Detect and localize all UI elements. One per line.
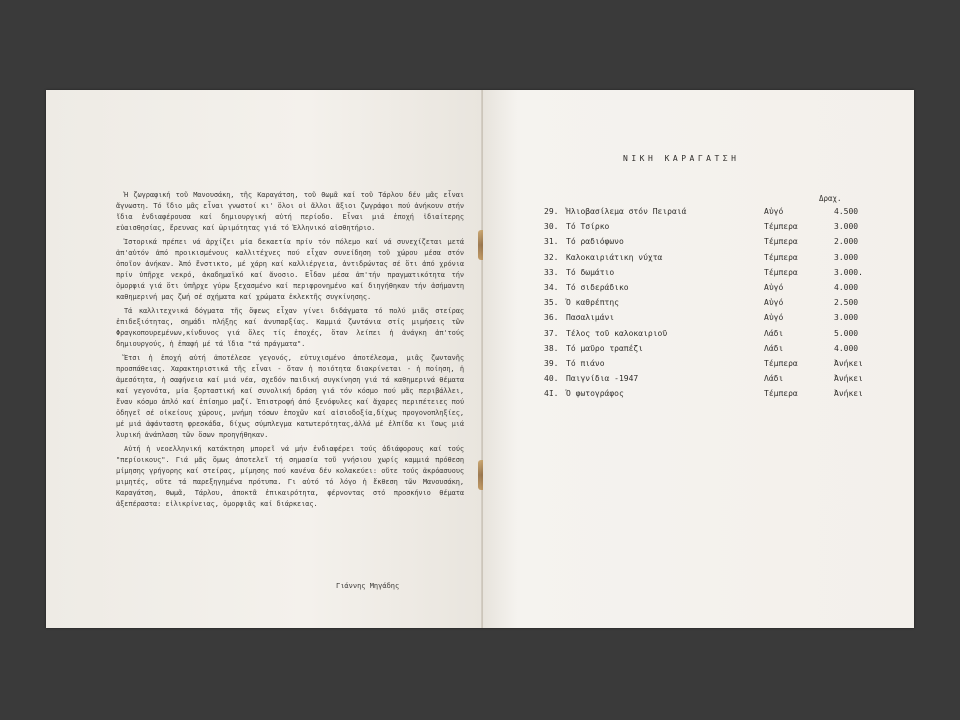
work-title: Τό μαῦρο τραπέζι: [566, 343, 644, 353]
work-price: 3.000: [834, 252, 859, 262]
work-number: 4I.: [544, 389, 559, 399]
essay-paragraph-1: Ἡ ζωγραφική τοῦ Μανουσάκη, τῆς Καραγάτση, τοῦ Θωμᾶ καί τοῦ Τάρλου δέν μᾶς εἶναι ἄγνωστη. Τό ἴδιο μᾶς εἶναι γνωστοί κι' ὅλοι οἱ ἄλλοι ἄξιοι ζωγράφοι πού ἀνήκουν στήν ἴδια ἐνδιαφέρουσα καί δημιουργική αὐτή περίοδο. Εἶναι μιά ἐποχή ἰδιαίτερης εὐαισθησίας, ἔρευνας καί ὡριμότητας γιά τό Ἑλληνικό αἰσθητήριο.: [116, 191, 464, 232]
work-price: 3.000: [834, 313, 859, 323]
work-title: Τό σιδεράδικο: [566, 282, 629, 292]
list-item: [544, 283, 904, 298]
list-item: [544, 222, 904, 237]
work-title: Ὁ καθρέπτης: [566, 298, 619, 308]
work-technique: Λάδι: [764, 328, 784, 338]
list-item: [544, 313, 904, 328]
work-title: Πασαλιμάνι: [566, 313, 615, 323]
work-price: Ἀνήκει: [834, 374, 863, 384]
work-number: 34.: [544, 282, 559, 292]
list-item: [544, 359, 904, 374]
work-price: Ἀνήκει: [834, 389, 863, 399]
work-technique: Τέμπερα: [764, 358, 798, 368]
essay-paragraph-5: Αὐτή ἡ νεοελληνική κατάκτηση μπορεῖ νά μήν ἐνδιαφέρει τούς ἀδιάφορους καί τούς "περίοικους". Γιά μᾶς ὅμως ἀποτελεῖ τή σημασία τοῦ γνήσιου χωρίς καμμιά πρόθεση μίμησης γρήγορης καί στείρας, μίμησης πού κανένα δέν κολακεύει: οὔτε τούς ἀκρόασυους μιμητές, οὔτε τά παρεξηγημένα πρότυπα. Γι αὐτό τό λόγο ἡ ἔκθεση τῶν Μανουσάκη, Καραγάτση, Θωμᾶ, Τάρλου, ἀποκτᾶ ἐπικαιρότητα, φέρνοντας στό προσκήνιο θέματα ἀξεπέραστα: εἰλικρίνειας, ὁμορφιᾶς καί διάρκειας.: [116, 445, 464, 508]
work-title: Καλοκαιριάτικη νύχτα: [566, 252, 663, 262]
work-title: Τό δωμάτιο: [566, 267, 615, 277]
work-price: 2.500: [834, 298, 859, 308]
work-technique: Αὐγό: [764, 207, 784, 216]
work-price: 5.000: [834, 328, 859, 338]
list-item: [544, 344, 904, 359]
work-number: 39.: [544, 358, 559, 368]
work-technique: Αὐγό: [764, 282, 784, 292]
list-item: [544, 237, 904, 252]
work-price: 2.000: [834, 237, 859, 247]
work-title: Παιγνίδια -1947: [566, 374, 639, 384]
essay-signature: Γιάννης Μηγάδης: [336, 582, 400, 590]
work-title: Ἡλιοβασίλεμα στόν Πειραιά: [566, 207, 687, 216]
work-number: 40.: [544, 374, 559, 384]
work-price: 4.000: [834, 343, 859, 353]
work-number: 35.: [544, 298, 559, 308]
work-number: 31.: [544, 237, 559, 247]
work-technique: Αὐγό: [764, 313, 784, 323]
essay-text: [116, 190, 464, 513]
work-number: 37.: [544, 328, 559, 338]
work-price: 3.000.: [834, 267, 863, 277]
list-item: [544, 253, 904, 268]
booklet-spread: [46, 90, 914, 628]
list-item: [544, 268, 904, 283]
work-title: Τό πιάνο: [566, 358, 605, 368]
list-item: [544, 298, 904, 313]
work-title: Τό Τσίρκο: [566, 222, 610, 232]
work-technique: Λάδι: [764, 343, 784, 353]
work-title: Ὁ φωτογράφος: [566, 389, 624, 399]
left-page: [46, 90, 482, 628]
works-list: [544, 207, 904, 404]
work-price: 3.000: [834, 222, 859, 232]
list-item: [544, 207, 904, 222]
work-technique: Λάδι: [764, 374, 784, 384]
essay-paragraph-2: Ἱστορικά πρέπει νά ἀρχίζει μία δεκαετία πρίν τόν πόλεμο καί νά συνεχίζεται μετά ἀπ'αὐτόν ἀπό προικισμένους καλλιτέχνες πού εἶχαν συνείδηση τοῦ χώρου μέσα στόν ὁποῖον ἀνήκαν. Ἀπό ἔνστικτο, μέ χάρη καί καλλιέργεια, ἀντιδρώντας σέ ὅτι ἀπό χρόνια πρίν ὑπῆρχε νεκρό, ἀκαδημαϊκό καί ἄνοσιο. Εἶδαν μέσα ἀπ'τήν πραγματικότητα τήν ὁμορφιά γιά ὅτι ὑπῆρχε γύρω ξεχασμένο καί περιφρονημένο καί διηγήθηκαν τήν ἀσήμαντη καθημερινή μας ζωή σέ σχήματα καί χρώματα ἐκλεκτῆς συγκίνησης.: [116, 238, 464, 301]
work-technique: Τέμπερα: [764, 267, 798, 277]
currency-header: Δραχ.: [819, 194, 842, 203]
artist-name: ΝΙΚΗ ΚΑΡΑΓΑΤΣΗ: [623, 154, 740, 163]
essay-paragraph-4: Ἔτσι ἡ ἐποχή αὐτή ἀποτέλεσε γεγονός, εὐτυχισμένο ἀποτέλεσμα, μιᾶς ζωντανῆς προσπάθειας. Χαρακτηριστικά τῆς εἶναι - ὅταν ἡ ποιότητα διακρίνεται - ἡ ποίηση, ἡ ἀμεσότητα, ἡ σαφήνεια καί μιά νέα, σχεδόν παιδική συγκίνηση γιά τά καθημερινά θέματα καί γεγονότα, μία ξορταστική καί συνολική δράση γιά τόν κόσμο πού μᾶς περιβάλλει, ἕναν κόσμο ἁπλό καί ἐπίσημο μαζί. Ἐπιστροφή ἀπό ξενόφυλες καί ἄχαρες περιπέτειες πού ὁδηγεῖ σέ οἰκείους χώρους, μνήμη τόσων ἐποχῶν καί αἰσιοδοξία,δίχως προγονοπληξίες, μέ μιά ἀφάνταστη φρεσκάδα, δίχως σύμπλεγμα κατωτερότητας,ἀλλά μέ ἐλπίδα κι ἴσως μιά λυρική ἀνάπλαση τῶν ὅσων προηγήθηκαν.: [116, 354, 464, 439]
work-technique: Τέμπερα: [764, 389, 798, 399]
work-technique: Τέμπερα: [764, 237, 798, 247]
work-price: 4.500: [834, 207, 859, 216]
work-price: 4.000: [834, 282, 859, 292]
work-technique: Αὐγό: [764, 298, 784, 308]
work-number: 36.: [544, 313, 559, 323]
list-item: [544, 374, 904, 389]
work-title: Τό ραδιόφωνο: [566, 237, 624, 247]
list-item: [544, 389, 904, 404]
work-title: Τέλος τοῦ καλοκαιριοῦ: [566, 328, 668, 338]
essay-paragraph-3: Τά καλλιτεχνικά δόγματα τῆς ὄψεως εἶχαν γίνει διδάγματα τό πολύ μιᾶς στείρας ἐπιδεξιότητας, σημάδι πλήξης καί ἀνυπαρξίας. Καμμιά ζωντάνια στίς μιμήσεις τῶν Φραγκοπουρεμένων,κίνδυνος γιά ὅλες τίς ἐποχές, ὅταν λείπει ἡ ἀνάγκη ἀπ'τούς δημιουργούς, ἡ ἐπαφή μέ τά ἴδια "τά πράγματα".: [116, 307, 464, 348]
work-number: 33.: [544, 267, 559, 277]
work-number: 30.: [544, 222, 559, 232]
work-price: Ἀνήκει: [834, 358, 863, 368]
work-number: 29.: [544, 207, 559, 216]
right-page: [483, 90, 914, 628]
work-technique: Τέμπερα: [764, 222, 798, 232]
work-number: 32.: [544, 252, 559, 262]
work-technique: Τέμπερα: [764, 252, 798, 262]
work-number: 38.: [544, 343, 559, 353]
list-item: [544, 329, 904, 344]
